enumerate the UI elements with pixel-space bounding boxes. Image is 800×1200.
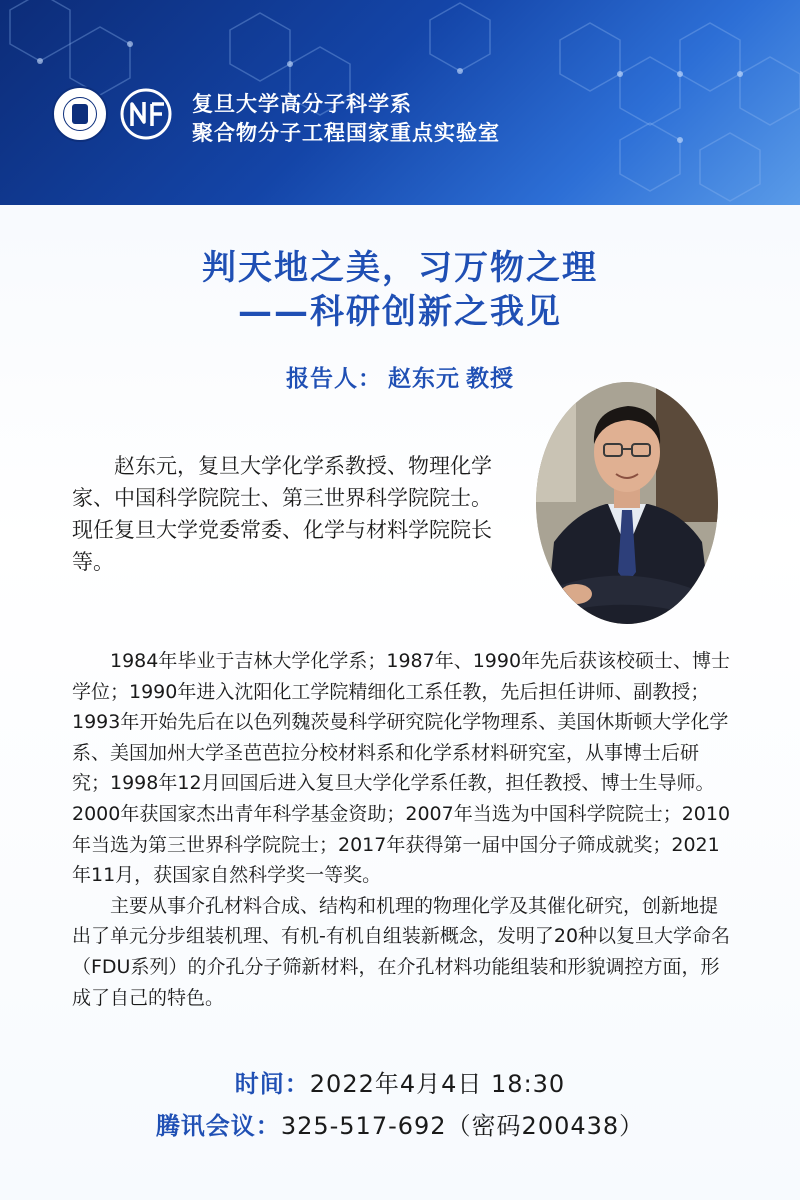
bio-paragraph-2: 主要从事介孔材料合成、结构和机理的物理化学及其催化研究，创新地提出了单元分步组装机理、有机-有机自组装新概念，发明了20种以复旦大学命名（FDU系列）的介孔分子筛新材料，在介孔材料功能组装和形貌调控方面，形成了自己的特色。: [72, 894, 731, 1009]
talk-title-line-1: 判天地之美，习万物之理: [202, 248, 598, 288]
speaker-biography: [72, 646, 736, 1013]
speaker-label: 报告人：: [286, 366, 382, 392]
speaker-rank: 教授: [466, 366, 514, 392]
speaker-name: 赵东元: [388, 366, 460, 392]
fudan-macromolecular-seal-icon: [52, 86, 108, 142]
org-name-line-1: 复旦大学高分子科学系: [192, 93, 412, 116]
meeting-label: 腾讯会议：: [155, 1112, 281, 1140]
talk-title-line-2: ——科研创新之我见: [238, 292, 562, 332]
speaker-portrait: [536, 382, 718, 624]
polymer-lab-logo-icon: [118, 86, 178, 142]
time-label: 时间：: [234, 1070, 310, 1098]
header-banner: [0, 0, 800, 205]
event-time: [0, 1064, 800, 1099]
speaker-intro: 赵东元，复旦大学化学系教授、物理化学家、中国科学院院士、第三世界科学院院士。现任复旦大学党委常委、化学与材料学院院长等。: [72, 454, 492, 574]
time-value: 2022年4月4日 18:30: [309, 1070, 566, 1098]
org-name-line-2: 聚合物分子工程国家重点实验室: [192, 122, 500, 145]
speaker-line: [0, 360, 800, 393]
tencent-meeting-info: [0, 1106, 800, 1141]
bio-paragraph-1: 1984年毕业于吉林大学化学系；1987年、1990年先后获该校硕士、博士学位；1990年进入沈阳化工学院精细化工系任教，先后担任讲师、副教授；1993年开始先后在以色列魏茨曼科学研究院化学物理系、美国休斯顿大学化学系、美国加州大学圣芭芭拉分校材料系和化学系材料研究室，从事博士后研究；1998年12月回国后进入复旦大学化学系任教，担任教授、博士生导师。2000年获国家杰出青年科学基金资助；2007年当选为中国科学院院士；2010年当选为第三世界科学院院士；2017年获得第一届中国分子筛成就奖；2021年11月，获国家自然科学奖一等奖。: [72, 650, 731, 887]
meeting-value: 325-517-692（密码200438）: [280, 1112, 645, 1140]
